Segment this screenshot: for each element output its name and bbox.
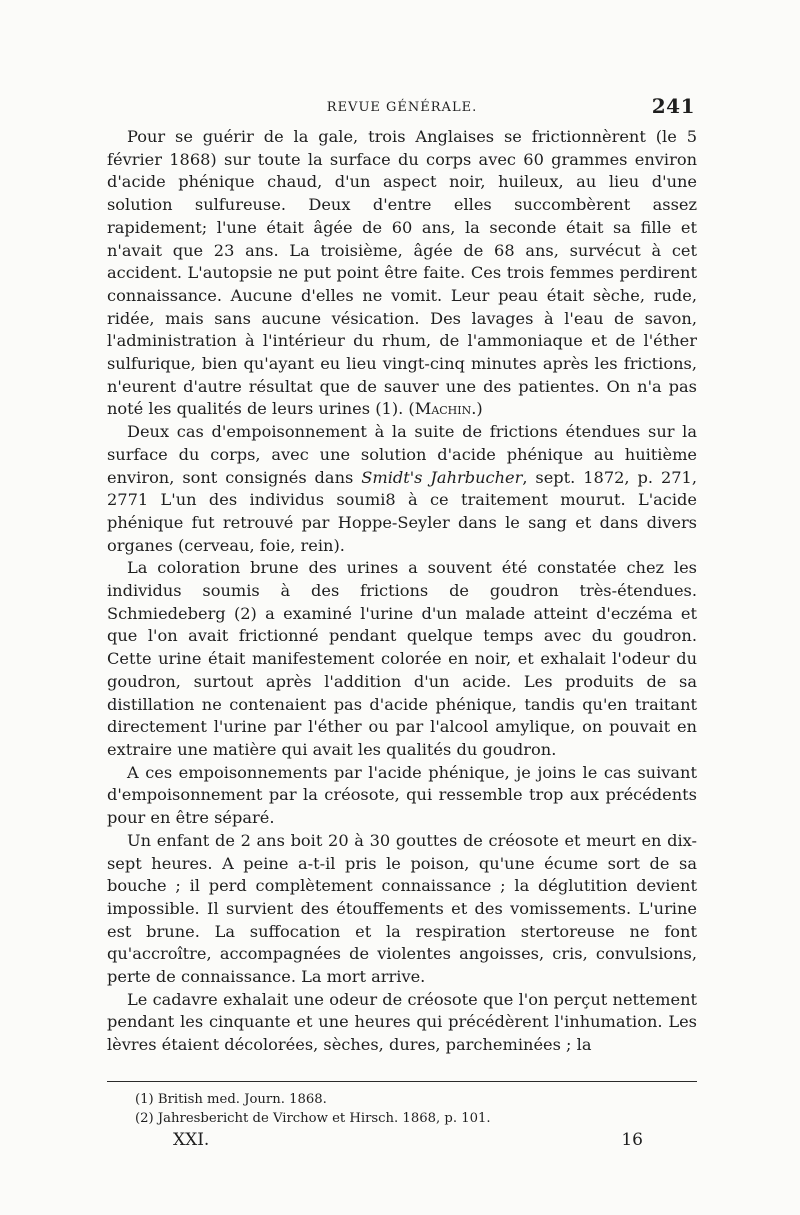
sheet-signature: XXI. (173, 1129, 210, 1150)
footnote: (1) British med. Journ. 1868. (135, 1091, 327, 1107)
paragraph (107, 421, 697, 557)
paragraph-text: .) (471, 399, 483, 419)
running-head: REVUE GÉNÉRALE. (326, 100, 478, 115)
paragraph: Le cadavre exhalait une odeur de créosote que l'on perçut nettement pendant les cinquante et une heures qui précédèrent l'inhumation. Les lèvres étaient décolorées, sèches, dures, parcheminées ; la (107, 989, 697, 1055)
paragraph (107, 126, 697, 421)
paragraph-text: , sept. 1872, p. 271, 2771 L'un des individus soumi8 à ce traitement mourut. L'acide phénique fut retrouvé par Hoppe-Seyler dans le sang et dans divers organes (cerveau, foie, rein). (107, 467, 697, 555)
paragraph: La coloration brune des urines a souvent été constatée chez les individus soumis à des frictions de goudron très-étendues. Schmiedeberg (2) a examiné l'urine d'un malade atteint d'eczéma et que l'on avait frictionné pendant quelque temps avec du goudron. Cette urine était manifestement colorée en noir, et exhalait l'odeur du goudron, surtout après l'addition d'un acide. Les produits de sa distillation ne contenaient pas d'acide phénique, tandis qu'en traitant directement l'urine par l'éther ou par l'alcool amylique, on pouvait en extraire une matière qui avait les qualités du goudron. (107, 558, 697, 759)
author-name: Machin (414, 399, 472, 419)
page-number: 241 (651, 94, 695, 118)
paragraph: Un enfant de 2 ans boit 20 à 30 gouttes de créosote et meurt en dix-sept heures. A peine a-t-il pris le poison, qu'une écume sort de sa bouche ; il perd complètement connaissance ; la déglutition devient impossible. Il survient des étouffements et des vomissements. L'urine est brune. La suffocation et la respiration stertoreuse ne font qu'accroître, accompagnées de violentes angoisses, cris, convulsions, perte de connaissance. La mort arrive. (107, 830, 697, 987)
paragraph-text: Pour se guérir de la gale, trois Anglaises se frictionnèrent (le 5 février 1868) sur toute la surface du corps avec 60 grammes environ d'acide phénique chaud, d'un aspect noir, huileux, au lieu d'une solution sulfureuse. Deux d'entre elles succombèrent assez rapidement; l'une était âgée de 60 ans, la seconde était sa fille et n'avait que 23 ans. La troisième, âgée de 68 ans, survécut à cet accident. L'autopsie ne put point être faite. Ces trois femmes perdirent connaissance. Aucune d'elles ne vomit. Leur peau était sèche, rude, ridée, mais sans aucune vésication. Des lavages à l'eau de savon, l'administration à l'intérieur du rhum, de l'ammoniaque et de l'éther sulfurique, bien qu'ayant eu lieu vingt-cinq minutes après les frictions, n'eurent d'autre résultat que de sauver une des patientes. On n'a pas noté les qualités de leurs urines (1). ( (107, 127, 697, 419)
paragraph: A ces empoisonnements par l'acide phénique, je joins le cas suivant d'empoisonnement par la créosote, qui ressemble trop aux précédents pour en être séparé. (107, 762, 697, 828)
paragraph-text: Deux cas d'empoisonnement à la suite de frictions étendues sur la surface du corps, avec une solution d'acide phénique au huitième environ, sont consignés dans (107, 422, 697, 487)
footnotes (107, 1090, 697, 1128)
sheet-number: 16 (621, 1129, 643, 1150)
page-header (107, 92, 697, 122)
footnote-rule (107, 1081, 697, 1082)
body-text (107, 126, 697, 1057)
signature-line (107, 1130, 697, 1156)
footnote: (2) Jahresbericht de Virchow et Hirsch. 1868, p. 101. (135, 1110, 491, 1126)
text-block (107, 92, 697, 1156)
journal-title: Smidt's Jahrbucher (361, 467, 523, 487)
